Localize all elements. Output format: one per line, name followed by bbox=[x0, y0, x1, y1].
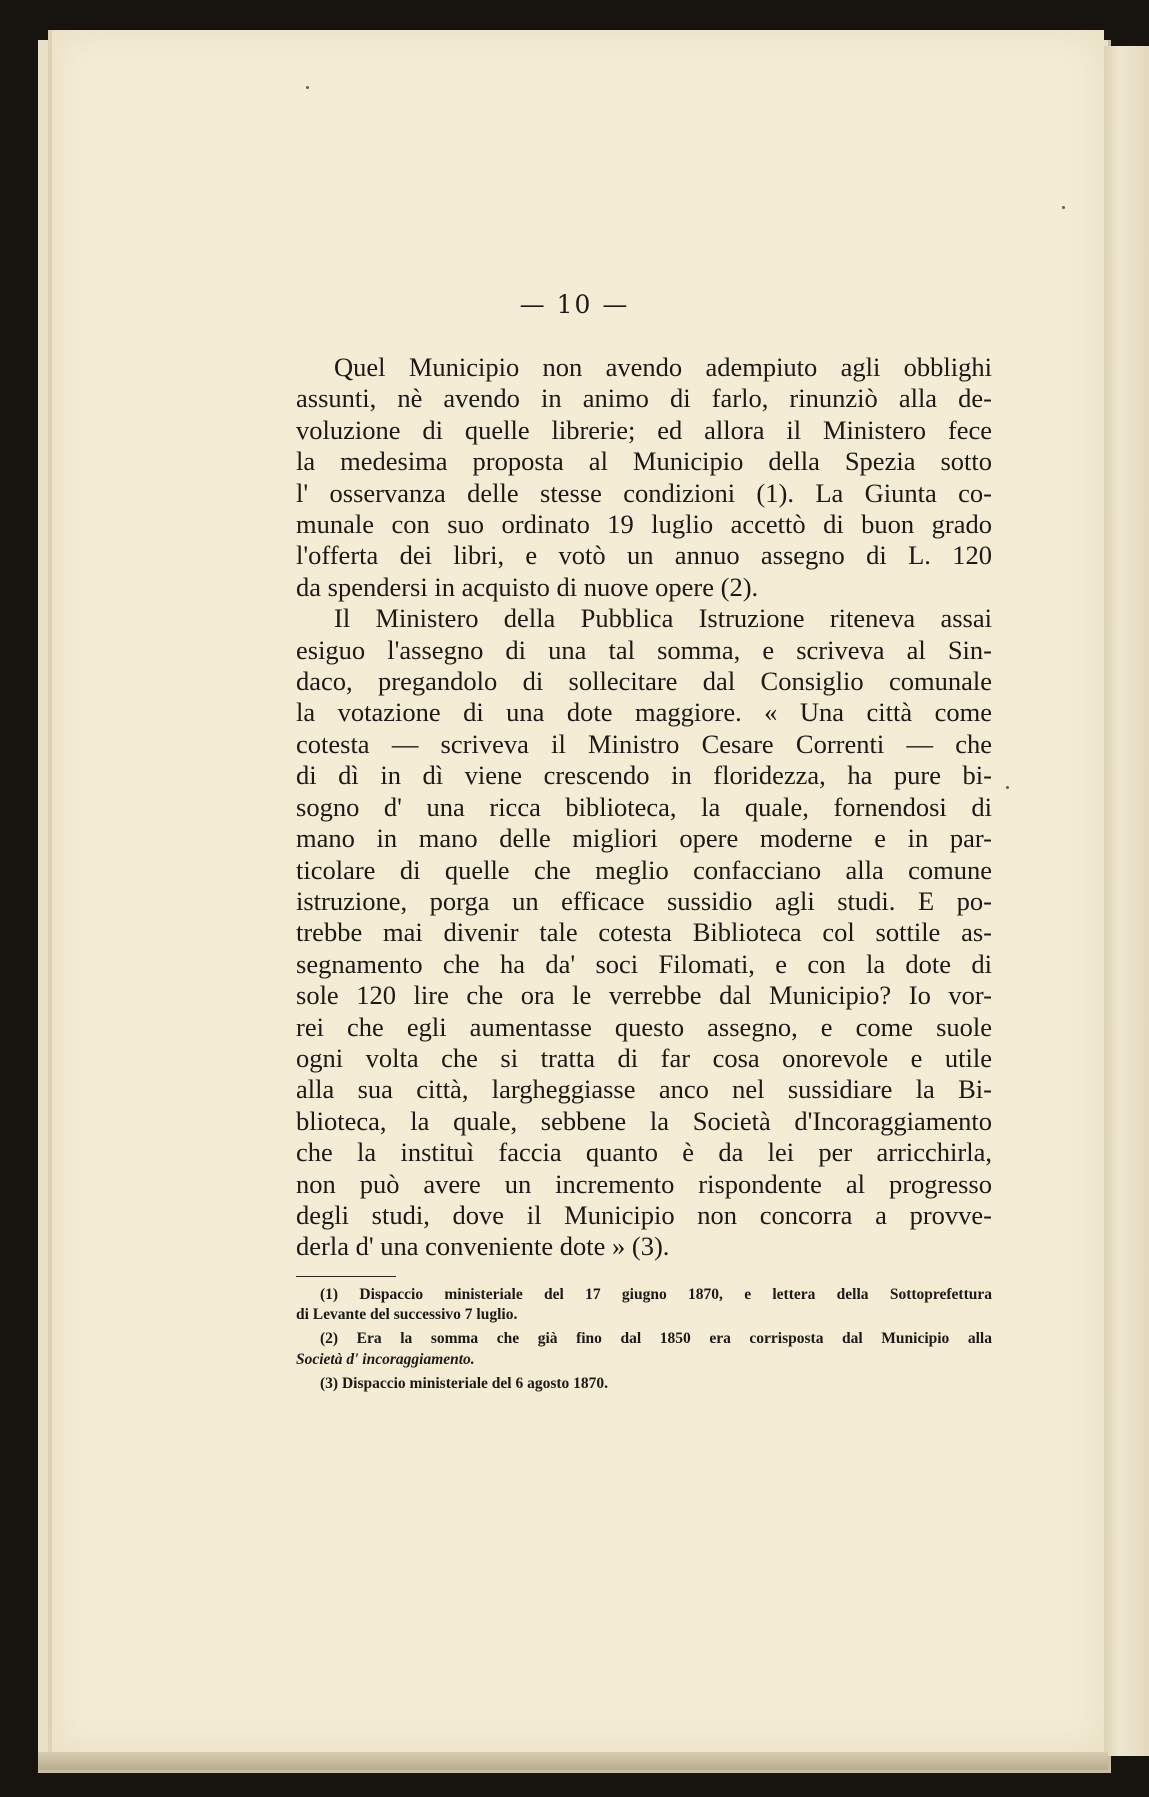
text-line: ogni volta che si tratta di far cosa onorevole e utile bbox=[296, 1042, 992, 1073]
body-text bbox=[296, 352, 992, 1263]
text-line: munale con suo ordinato 19 luglio accettò di buon grado bbox=[296, 509, 992, 540]
text-line: l'offerta dei libri, e votò un annuo assegno di L. 120 bbox=[296, 540, 992, 571]
footnote-2 bbox=[296, 1329, 992, 1369]
text-line: sogno d' una ricca biblioteca, la quale, fornendosi di bbox=[296, 791, 992, 822]
paper-speck bbox=[1062, 206, 1065, 209]
text-line: Il Ministero della Pubblica Istruzione riteneva assai bbox=[334, 603, 992, 634]
text-line: blioteca, la quale, sebbene la Società d'Incoraggiamento bbox=[296, 1105, 992, 1136]
text-line: che la instituì faccia quanto è da lei per arricchirla, bbox=[296, 1137, 992, 1168]
text-line: alla sua città, largheggiasse anco nel sussidiare la Bi- bbox=[296, 1074, 992, 1105]
text-line: voluzione di quelle librerie; ed allora il Ministero fece bbox=[296, 414, 992, 445]
text-line: mano in mano delle migliori opere moderne e in par- bbox=[296, 823, 992, 854]
text-line: istruzione, porga un efficace sussidio agli studi. E po- bbox=[296, 885, 992, 916]
paper-speck bbox=[1006, 786, 1009, 789]
page-number: — 10 — bbox=[519, 290, 630, 319]
text-line: daco, pregandolo di sollecitare dal Consiglio comunale bbox=[296, 666, 992, 697]
text-line: cotesta — scriveva il Ministro Cesare Correnti — che bbox=[296, 728, 992, 759]
text-line: rei che egli aumentasse questo assegno, e come suole bbox=[296, 1011, 992, 1042]
paragraph-1 bbox=[296, 352, 992, 603]
text-line: degli studi, dove il Municipio non concorra a provve- bbox=[296, 1199, 992, 1230]
text-line: la medesima proposta al Municipio della Spezia sotto bbox=[296, 446, 992, 477]
text-line: trebbe mai divenir tale cotesta Biblioteca col sottile as- bbox=[296, 917, 992, 948]
footnote-divider bbox=[296, 1276, 396, 1277]
text-line: esiguo l'assegno di una tal somma, e scriveva al Sin- bbox=[296, 634, 992, 665]
text-line: Quel Municipio non avendo adempiuto agli obblighi bbox=[334, 352, 992, 382]
text-line: la votazione di una dote maggiore. « Una città come bbox=[296, 697, 992, 728]
text-line: l' osservanza delle stesse condizioni (1). La Giunta co- bbox=[296, 477, 992, 508]
footnote-line: (2) Era la somma che già fino dal 1850 era corrisposta dal Municipio alla bbox=[320, 1330, 992, 1348]
footnote-line: (3) Dispaccio ministeriale del 6 agosto 1870. bbox=[320, 1374, 609, 1392]
paragraph-2 bbox=[296, 603, 992, 1263]
footnote-line: Società d' incoraggiamento. bbox=[296, 1350, 475, 1368]
footnote-1 bbox=[296, 1285, 992, 1325]
book-bottom-edge bbox=[38, 1752, 1108, 1770]
text-line: ticolare di quelle che meglio confacciano alla comune bbox=[296, 854, 992, 885]
text-line: derla d' una conveniente dote » (3). bbox=[296, 1231, 670, 1262]
text-line: assunti, nè avendo in animo di farlo, rinunziò alla de- bbox=[296, 383, 992, 414]
text-line: di dì in dì viene crescendo in floridezza, ha pure bi- bbox=[296, 760, 992, 791]
paper-speck bbox=[306, 86, 309, 89]
text-line: non può avere un incremento rispondente al progresso bbox=[296, 1168, 992, 1199]
text-line: da spendersi in acquisto di nuove opere (2). bbox=[296, 571, 759, 602]
footnote-3 bbox=[296, 1374, 992, 1394]
footnote-line: di Levante del successivo 7 luglio. bbox=[296, 1306, 518, 1324]
footnote-line: (1) Dispaccio ministeriale del 17 giugno 1870, e lettera della Sottoprefettura bbox=[320, 1286, 992, 1303]
text-line: sole 120 lire che ora le verrebbe dal Municipio? Io vor- bbox=[296, 980, 992, 1011]
text-line: segnamento che ha da' soci Filomati, e con la dote di bbox=[296, 948, 992, 979]
footnotes bbox=[296, 1285, 992, 1398]
